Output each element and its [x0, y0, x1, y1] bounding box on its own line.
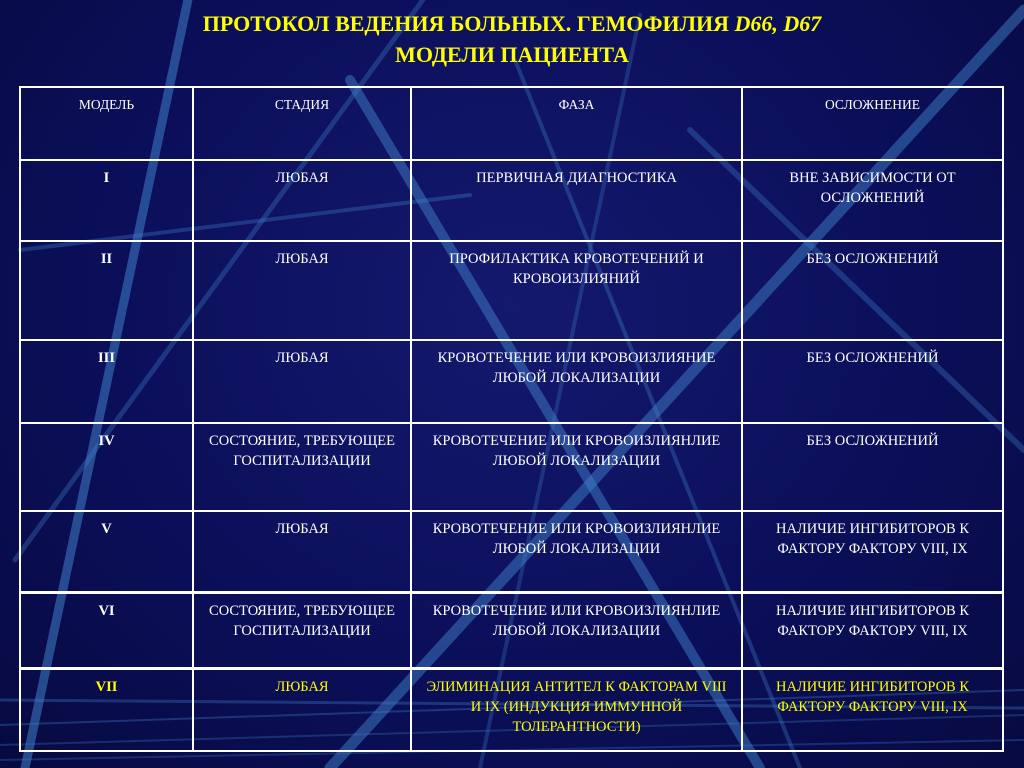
cell-stage: ЛЮБАЯ [193, 160, 411, 241]
cell-phase: ЭЛИМИНАЦИЯ АНТИТЕЛ К ФАКТОРАМ VIII И IX (ИНДУКЦИЯ ИММУННОЙ ТОЛЕРАНТНОСТИ) [411, 668, 742, 751]
table-row [20, 160, 1003, 241]
cell-complication: НАЛИЧИЕ ИНГИБИТОРОВ К ФАКТОРУ ФАКТОРУ VIII, IX [742, 592, 1003, 668]
cell-complication: НАЛИЧИЕ ИНГИБИТОРОВ К ФАКТОРУ ФАКТОРУ VIII, IX [742, 668, 1003, 751]
cell-complication: БЕЗ ОСЛОЖНЕНИЙ [742, 340, 1003, 423]
cell-phase: ПРОФИЛАКТИКА КРОВОТЕЧЕНИЙ И КРОВОИЗЛИЯНИЙ [411, 241, 742, 340]
header-model: МОДЕЛЬ [20, 87, 193, 160]
table-row-highlighted [20, 668, 1003, 751]
table-row [20, 423, 1003, 511]
cell-stage: ЛЮБАЯ [193, 511, 411, 592]
table-row [20, 511, 1003, 592]
table-row [20, 592, 1003, 668]
table-header-row [20, 87, 1003, 160]
cell-model: III [20, 340, 193, 423]
cell-complication: БЕЗ ОСЛОЖНЕНИЙ [742, 423, 1003, 511]
cell-stage: ЛЮБАЯ [193, 241, 411, 340]
cell-phase: КРОВОТЕЧЕНИЕ ИЛИ КРОВОИЗЛИЯНЛИЕ ЛЮБОЙ ЛОКАЛИЗАЦИИ [411, 511, 742, 592]
cell-phase: КРОВОТЕЧЕНИЕ ИЛИ КРОВОИЗЛИЯНИЕ ЛЮБОЙ ЛОКАЛИЗАЦИИ [411, 340, 742, 423]
cell-model: VII [20, 668, 193, 751]
cell-stage: ЛЮБАЯ [193, 668, 411, 751]
slide-title [0, 8, 1024, 70]
cell-stage: СОСТОЯНИЕ, ТРЕБУЮЩЕЕ ГОСПИТАЛИЗАЦИИ [193, 592, 411, 668]
cell-model: II [20, 241, 193, 340]
cell-stage: ЛЮБАЯ [193, 340, 411, 423]
diagnosis-codes: D66, D67 [734, 11, 822, 36]
patient-models-table [19, 86, 1004, 752]
title-line-1 [0, 8, 1024, 39]
table-row [20, 241, 1003, 340]
title-text: ПРОТОКОЛ ВЕДЕНИЯ БОЛЬНЫХ. ГЕМОФИЛИЯ [202, 11, 729, 36]
header-phase: ФАЗА [411, 87, 742, 160]
title-line-2: МОДЕЛИ ПАЦИЕНТА [395, 42, 629, 67]
cell-model: V [20, 511, 193, 592]
cell-model: IV [20, 423, 193, 511]
cell-complication: БЕЗ ОСЛОЖНЕНИЙ [742, 241, 1003, 340]
cell-complication: ВНЕ ЗАВИСИМОСТИ ОТ ОСЛОЖНЕНИЙ [742, 160, 1003, 241]
cell-stage: СОСТОЯНИЕ, ТРЕБУЮЩЕЕ ГОСПИТАЛИЗАЦИИ [193, 423, 411, 511]
cell-complication: НАЛИЧИЕ ИНГИБИТОРОВ К ФАКТОРУ ФАКТОРУ VIII, IX [742, 511, 1003, 592]
cell-phase: КРОВОТЕЧЕНИЕ ИЛИ КРОВОИЗЛИЯНЛИЕ ЛЮБОЙ ЛОКАЛИЗАЦИИ [411, 592, 742, 668]
cell-phase: КРОВОТЕЧЕНИЕ ИЛИ КРОВОИЗЛИЯНЛИЕ ЛЮБОЙ ЛОКАЛИЗАЦИИ [411, 423, 742, 511]
table-row [20, 340, 1003, 423]
header-complication: ОСЛОЖНЕНИЕ [742, 87, 1003, 160]
header-stage: СТАДИЯ [193, 87, 411, 160]
cell-phase: ПЕРВИЧНАЯ ДИАГНОСТИКА [411, 160, 742, 241]
cell-model: I [20, 160, 193, 241]
cell-model: VI [20, 592, 193, 668]
